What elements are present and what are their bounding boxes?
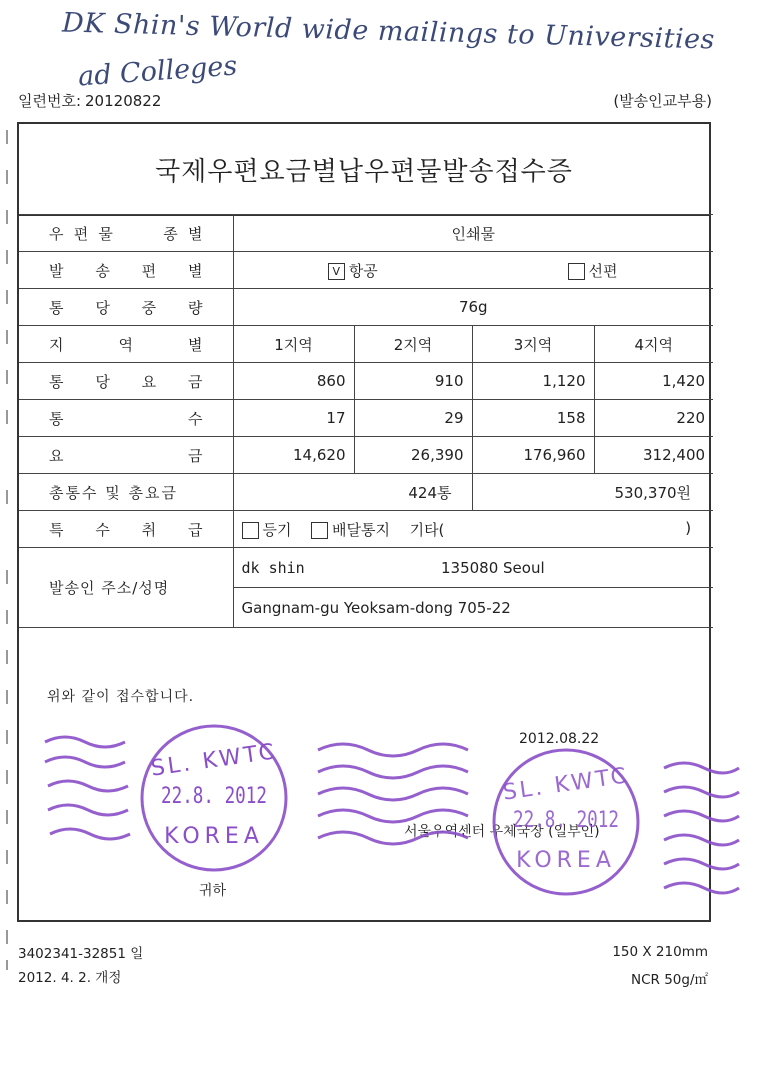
count-zone-2: 29 [354, 400, 472, 437]
mail-type-value: 인쇄물 [233, 215, 713, 252]
count-zone-1: 17 [233, 400, 354, 437]
count-label: 통 수 [19, 400, 233, 437]
fee-zone-4: 312,400 [594, 437, 713, 474]
rate-zone-3: 1,120 [472, 363, 594, 400]
air-mail-label: 항공 [348, 261, 378, 280]
sea-mail-label: 선편 [588, 261, 618, 280]
weight-value: 76g [233, 289, 713, 326]
postmark-left-bottom: KOREA [164, 824, 264, 849]
special-label: 특 수 취 급 [19, 511, 233, 548]
totals-label: 총통수 및 총요금 [19, 474, 233, 511]
recipient-honorific: 귀하 [199, 883, 227, 899]
usage-label: (발송인교부용) [613, 92, 712, 110]
weight-label: 통 당 중 량 [19, 289, 233, 326]
serial-label: 일련번호: [18, 92, 82, 110]
fee-zone-3: 176,960 [472, 437, 594, 474]
form-number: 3402341-32851 일 [18, 946, 144, 962]
post-office-name: 서울우역센터 우체국장 (일부인) [404, 824, 600, 840]
sender-address: Gangnam-gu Yeoksam-dong 705-22 [233, 588, 713, 628]
mail-type-label: 우 편 물 종 별 [19, 215, 233, 252]
delivery-notice-label: 배달통지 [332, 520, 391, 539]
zone-2: 2지역 [354, 326, 472, 363]
handwritten-note-line2: ad Colleges [77, 50, 239, 93]
postmark-left [142, 726, 286, 870]
form-title: 국제우편요금별납우편물발송접수증 [19, 124, 709, 216]
postmark-left-date: 22.8. 2012 [161, 784, 267, 809]
postmark-right-bottom: KOREA [516, 848, 616, 873]
zone-1: 1지역 [233, 326, 354, 363]
postmark-left-top: SL. KWTC [149, 739, 279, 782]
registered-label: 등기 [262, 520, 292, 539]
acceptance-date: 2012.08.22 [519, 731, 600, 747]
other-label: 기타( [409, 520, 445, 539]
revision-date: 2012. 4. 2. 개정 [18, 970, 122, 986]
acceptance-text: 위와 같이 접수합니다. [47, 689, 195, 705]
fee-zone-1: 14,620 [233, 437, 354, 474]
other-close: ) [685, 518, 692, 537]
send-method-label: 발 송 편 별 [19, 252, 233, 289]
air-mail-checkbox[interactable]: V [328, 263, 345, 280]
sender-label: 발송인 주소/성명 [19, 548, 233, 628]
zone-3: 3지역 [472, 326, 594, 363]
rate-zone-4: 1,420 [594, 363, 713, 400]
rate-zone-1: 860 [233, 363, 354, 400]
rate-label: 통 당 요 금 [19, 363, 233, 400]
total-fee: 530,370원 [472, 474, 713, 511]
count-zone-4: 220 [594, 400, 713, 437]
fee-zone-2: 26,390 [354, 437, 472, 474]
fee-label: 요 금 [19, 437, 233, 474]
serial-value: 20120822 [85, 92, 162, 110]
sender-name: dk shin [241, 558, 305, 577]
postmark-right-top: SL. KWTC [501, 763, 631, 806]
paper-size: 150 X 210mm [612, 944, 708, 960]
zones-label: 지 역 별 [19, 326, 233, 363]
postmark-right [494, 750, 638, 894]
rate-zone-2: 910 [354, 363, 472, 400]
count-zone-3: 158 [472, 400, 594, 437]
sender-postcode-city: 135080 Seoul [441, 558, 545, 577]
postmark-right-date: 22.8. 2012 [513, 808, 619, 833]
total-count: 424통 [233, 474, 472, 511]
handwritten-note-line1: DK Shin's World wide mailings to Universities [61, 7, 716, 56]
paper-spec: NCR 50g/㎡ [631, 972, 708, 988]
zone-4: 4지역 [594, 326, 713, 363]
